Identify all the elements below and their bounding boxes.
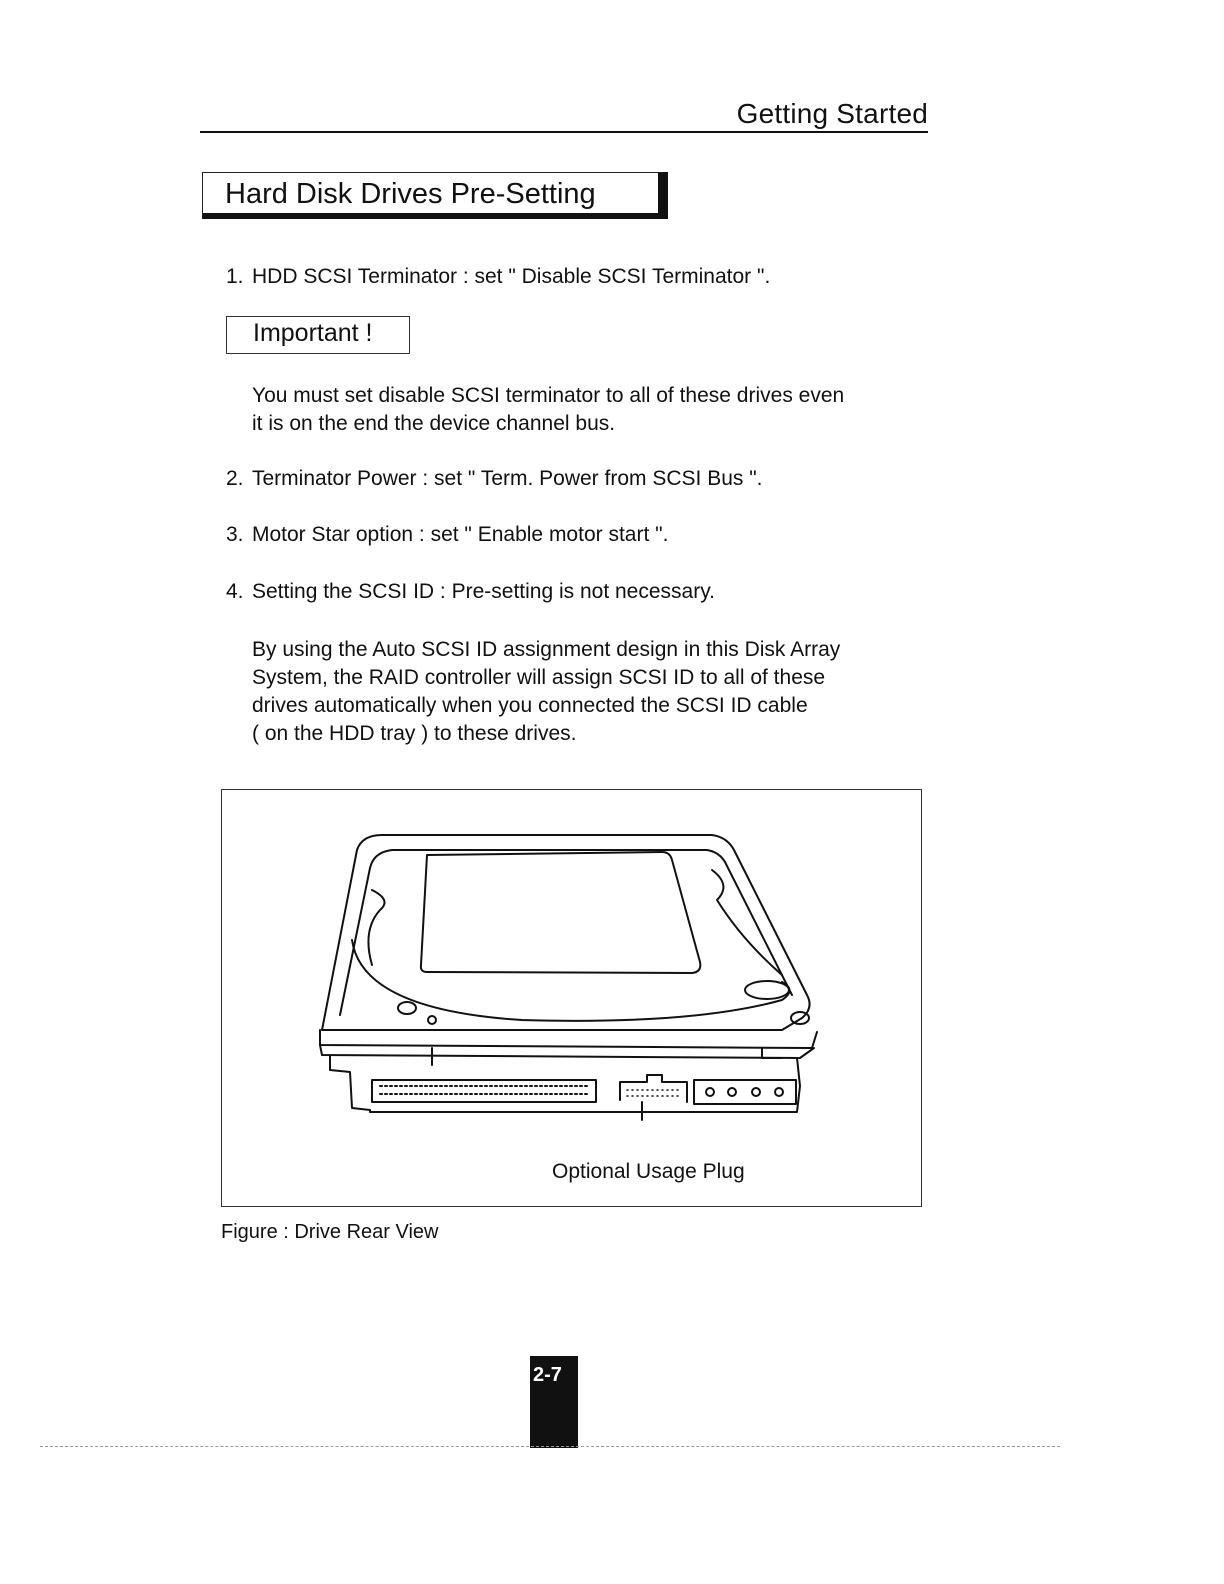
important-note: [252, 382, 844, 438]
bottom-rule: [40, 1446, 1060, 1447]
list-item: [226, 523, 668, 547]
item-text: Motor Star option : set " Enable motor start ".: [252, 523, 669, 546]
note-line: By using the Auto SCSI ID assignment design in this Disk Array: [252, 638, 841, 661]
item-number: 1.: [226, 265, 244, 288]
scsi-id-note: [252, 636, 840, 748]
section-title: Hard Disk Drives Pre-Setting: [225, 178, 596, 210]
note-line: ( on the HDD tray ) to these drives.: [252, 722, 577, 745]
item-number: 2.: [226, 467, 244, 490]
item-text: HDD SCSI Terminator : set " Disable SCSI Terminator ".: [252, 265, 771, 288]
section-heading-box: [202, 172, 668, 219]
note-line: You must set disable SCSI terminator to all of these drives even: [252, 384, 845, 407]
figure-caption: Figure : Drive Rear View: [221, 1221, 439, 1243]
important-label: Important !: [253, 319, 373, 347]
list-item: [226, 265, 770, 289]
page-number-tab: [530, 1356, 578, 1448]
figure-frame: [221, 789, 922, 1207]
header-title: Getting Started: [736, 98, 928, 129]
note-line: it is on the end the device channel bus.: [252, 412, 616, 435]
item-text: Setting the SCSI ID : Pre-setting is not necessary.: [252, 580, 715, 603]
note-line: drives automatically when you connected the SCSI ID cable: [252, 694, 808, 717]
item-number: 4.: [226, 580, 244, 603]
item-number: 3.: [226, 523, 244, 546]
list-item: [226, 467, 763, 491]
list-item: [226, 580, 715, 604]
item-text: Terminator Power : set " Term. Power from SCSI Bus ".: [252, 467, 763, 490]
header-rule: [200, 131, 928, 133]
important-box: [226, 316, 410, 354]
drive-rear-view-illustration: [222, 790, 921, 1206]
figure-label: Optional Usage Plug: [552, 1160, 745, 1183]
page-number: 2-7: [533, 1364, 562, 1386]
note-line: System, the RAID controller will assign SCSI ID to all of these: [252, 666, 826, 689]
